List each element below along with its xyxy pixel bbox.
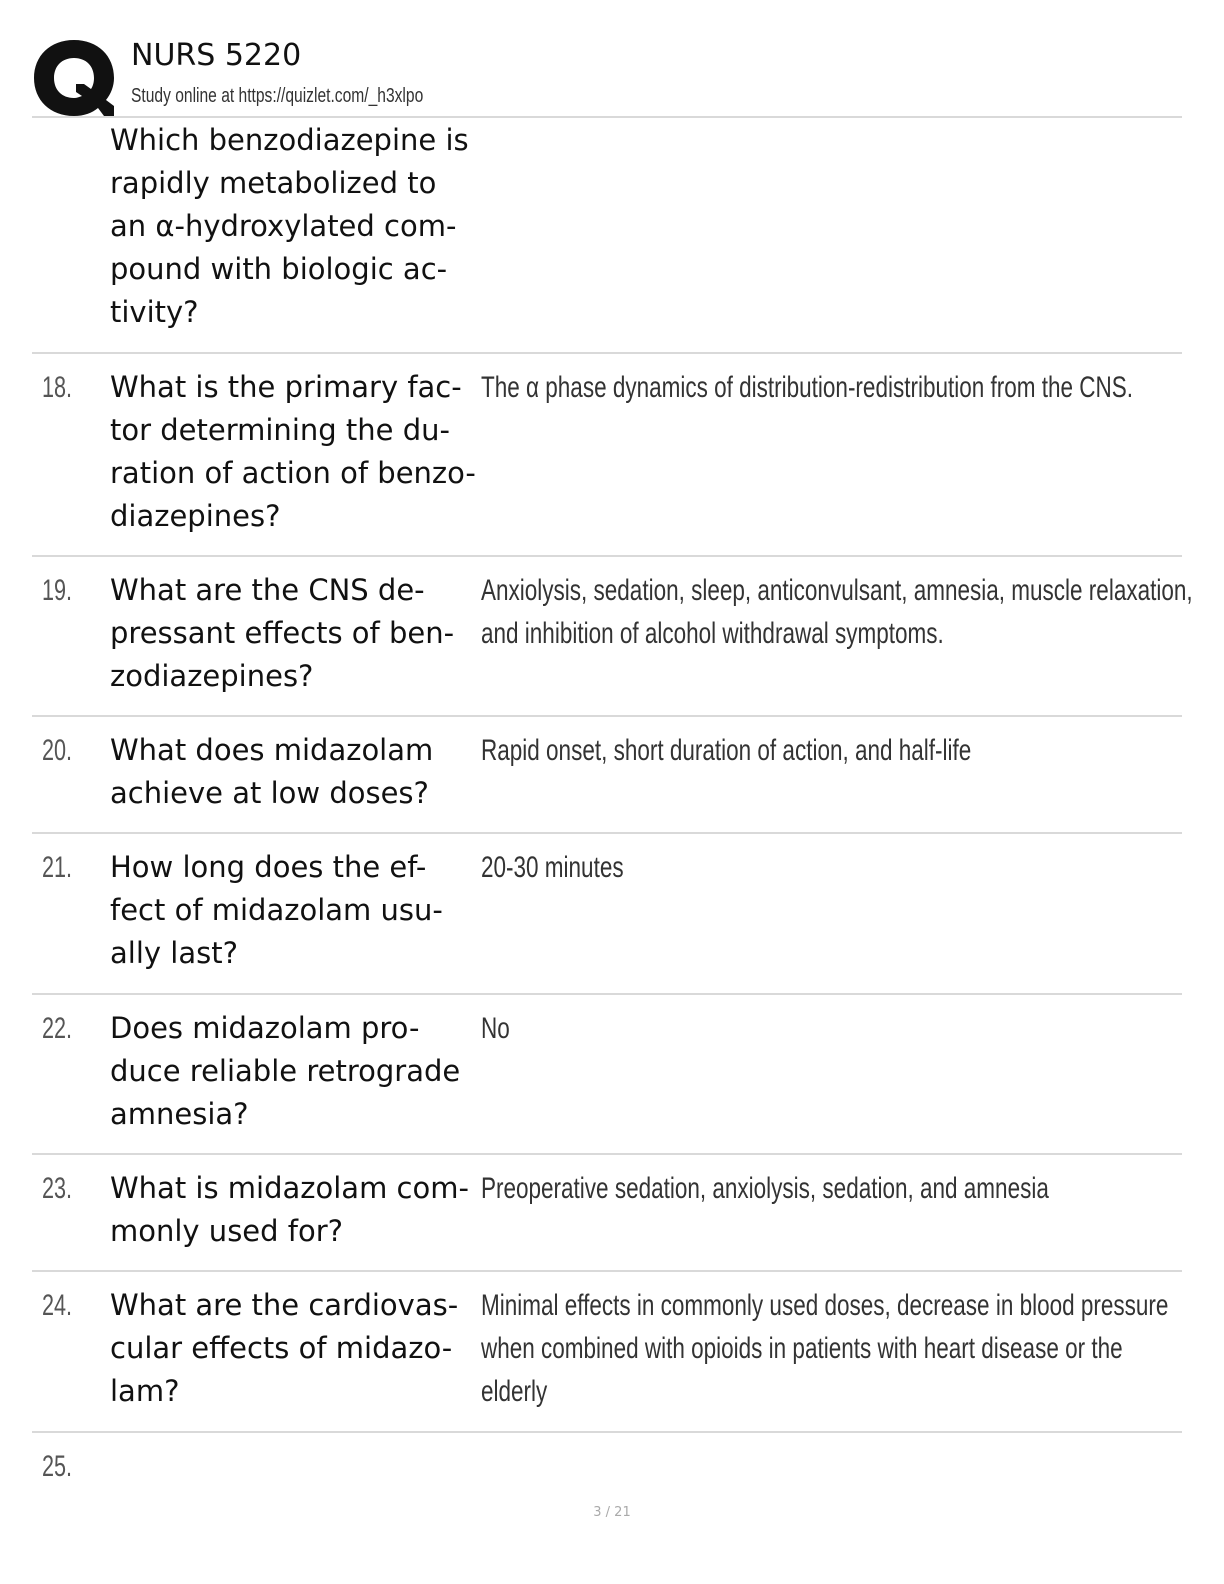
card-definition [481,366,1224,409]
definition-line: and inhibition of alcohol withdrawal symptoms. [481,617,944,650]
divider [32,715,1182,717]
term-line: What are the CNS de- [110,573,425,607]
divider [32,555,1182,557]
quizlet-logo-icon [32,36,116,120]
term-line: diazepines? [110,499,281,533]
term-line: How long does the ef- [110,850,427,884]
term-line: duce reliable retrograde [110,1054,461,1088]
term-line: an α-hydroxylated com- [110,209,457,243]
card-term [110,729,480,815]
card-number: 23. [42,1172,73,1205]
card-number: 20. [42,734,73,767]
card-definition [481,1007,519,1050]
term-line: achieve at low doses? [110,776,429,810]
term-line: Does midazolam pro- [110,1011,420,1045]
term-line: cular effects of midazo- [110,1331,453,1365]
definition-line: No [481,1012,510,1045]
definition-line: 20-30 minutes [481,851,624,884]
term-line: amnesia? [110,1097,249,1131]
card-definition [481,569,1224,655]
term-line: What is midazolam com- [110,1171,469,1205]
term-line: fect of midazolam usu- [110,893,443,927]
card-term [110,846,480,975]
divider [32,832,1182,834]
card-number: 21. [42,851,73,884]
definition-line: The α phase dynamics of distribution-redistribution from the CNS. [481,371,1134,404]
divider [32,1153,1182,1155]
term-line: Which benzodiazepine is [110,123,469,157]
term-line: tor determining the du- [110,413,450,447]
definition-line: Rapid onset, short duration of action, and half-life [481,734,972,767]
definition-line: Minimal effects in commonly used doses, decrease in blood pressure [481,1289,1169,1322]
term-line: monly used for? [110,1214,344,1248]
deck-title: NURS 5220 [131,38,302,73]
card-definition [481,1167,1224,1210]
term-line: What is the primary fac- [110,370,462,404]
card-number: 24. [42,1289,73,1322]
divider [32,993,1182,995]
definition-line: when combined with opioids in patients with heart disease or the [481,1332,1123,1365]
card-number: 22. [42,1012,73,1045]
term-line: ally last? [110,936,238,970]
card-number: 18. [42,371,73,404]
card-term [110,569,480,698]
card-definition [481,729,1135,772]
card-term [110,1167,480,1253]
definition-line: elderly [481,1375,548,1408]
term-line: tivity? [110,295,199,329]
divider [32,352,1182,354]
divider [32,1431,1182,1433]
card-number: 19. [42,574,73,607]
page-header [32,30,1182,118]
definition-line: Preoperative sedation, anxiolysis, sedation, and amnesia [481,1172,1049,1205]
term-line: pressant effects of ben- [110,616,455,650]
term-line: What are the cardiovas- [110,1288,459,1322]
study-link[interactable]: Study online at https://quizlet.com/_h3xlpo [131,85,424,107]
term-line: pound with biologic ac- [110,252,448,286]
card-definition [481,846,671,889]
card-definition [481,1284,1224,1413]
term-line: ration of action of benzo- [110,456,476,490]
card-term [110,1284,480,1413]
page-number: 3 / 21 [593,1505,631,1520]
term-line: lam? [110,1374,180,1408]
card-term [110,366,480,538]
card-term [110,119,480,334]
term-line: rapidly metabolized to [110,166,437,200]
definition-line: Anxiolysis, sedation, sleep, anticonvulsant, amnesia, muscle relaxation, [481,574,1193,607]
divider [32,116,1182,118]
term-line: zodiazepines? [110,659,314,693]
divider [32,1270,1182,1272]
card-number: 25. [42,1450,73,1483]
term-line: What does midazolam [110,733,434,767]
card-term [110,1007,480,1136]
